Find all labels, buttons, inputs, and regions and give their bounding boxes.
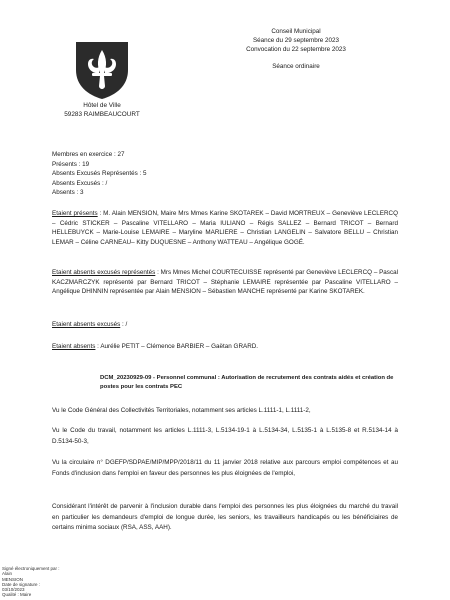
excuses-representes-label: Etaient absents excusés représentés: [52, 269, 156, 276]
signature-name: MENSION: [2, 576, 24, 582]
meeting-header: [232, 27, 360, 71]
excuses-representes-paragraph: [52, 268, 398, 297]
excuses-label: Etaient absents excusés: [52, 321, 121, 328]
excuses-paragraph: [52, 320, 398, 330]
fleur-de-lis-crest-icon: [72, 40, 132, 100]
signature-role: Qualité : Maire: [2, 592, 32, 598]
count-excuses-representes: Absents Excusés Représentés : 5: [52, 170, 147, 178]
consideration-code-travail: Vu le Code du travail, notamment les articles L.1111-3, L.5134-19-1 à L.5134-34, L.5135-1 à L.5135-8 et R.5134-14 à D.5134-50-3,: [52, 427, 398, 445]
attendance-counts: [52, 150, 147, 198]
absents-label: Etaient absents: [52, 343, 96, 350]
consideration-circulaire: Vu la circulaire n° DGEFP/SDPAE/MIP/MPP/2018/11 du 11 janvier 2018 relative aux parcours emploi compétences et au Fonds d'inclusion dans l'emploi en faveur des personnes les plus éloignées de l'emploi,: [52, 459, 398, 477]
presents-list: : M. Alain MENSION, Maire Mrs Mmes Karine SKOTAREK – David MORTREUX – Geneviève LECLERCQ – Cédric STICKER – Pascaline VITELLARO – Maria IULIANO – Régis SALLEZ – Bernard TRICOT – Bernard HELLEBUYCK – Marie-Louise LEMAIRE – Maryline MARLIERE – Christian LANGELIN – Salvatore BELLU – Christian LEMAR – Céline CARNEAU– Kitty DUQUESNE – Anthony WATTEAU – Angélique GOGÉ.: [52, 210, 399, 246]
count-absents: Absents : 3: [52, 189, 84, 197]
absents-list: : Aurélie PETIT – Clémence BARBIER – Gaëtan GRARD.: [95, 343, 259, 350]
council-title: Conseil Municipal: [271, 28, 321, 35]
count-excuses: Absents Excusés : /: [52, 179, 108, 187]
hotel-de-ville-line: Hôtel de Ville: [83, 102, 121, 109]
count-presents: Présents : 19: [52, 160, 90, 168]
consideration-cgct: Vu le Code Général des Collectivités Territoriales, notamment ses articles L.1111-1, L.1111-2,: [52, 407, 311, 414]
convocation-date: Convocation du 22 septembre 2023: [246, 46, 346, 53]
postal-address-line: 59283 RAIMBEAUCOURT: [64, 111, 140, 118]
excuses-list: : /: [120, 321, 128, 328]
signature-signed-by: Signé électroniquement par : Alain: [2, 566, 60, 577]
consideration-inclusion: Considérant l'intérêt de parvenir à l'inclusion durable dans l'emploi des personnes les plus éloignées du marché du travail en particulier les demandeurs d'emploi de longue durée, les seniors, les travailleurs handicapés ou les bénéficiaires de certains minima sociaux (RSA, ASS, AAH).: [52, 503, 398, 531]
electronic-signature: [2, 566, 62, 598]
session-type: Séance ordinaire: [272, 63, 320, 70]
count-en-exercice: Membres en exercice : 27: [52, 151, 125, 158]
deliberation-title: DCM_20230929-09 - Personnel communal : Autorisation de recrutement des contrats aidés et création de postes pour les contrats PEC: [100, 375, 394, 390]
presents-label: Etaient présents: [52, 210, 98, 217]
signature-date: Date de signature : 03/10/2023: [2, 581, 41, 593]
session-date: Séance du 29 septembre 2023: [252, 37, 340, 44]
absents-paragraph: [52, 342, 398, 352]
excuses-representes-list: : Mrs Mmes Michel COURTECUISSE représenté par Geneviève LECLERCQ – Pascal KACZMARCZYK représenté par Bernard TRICOT – Stéphanie LEMAIRE représentée par Pascaline VITELLARO – Angélique DHINNIN représentée par Alain MENSION – Sébastien MANCHE représenté par Karine SKOTAREK.: [52, 269, 398, 296]
town-hall-address: [52, 101, 152, 119]
presents-paragraph: [52, 209, 398, 247]
